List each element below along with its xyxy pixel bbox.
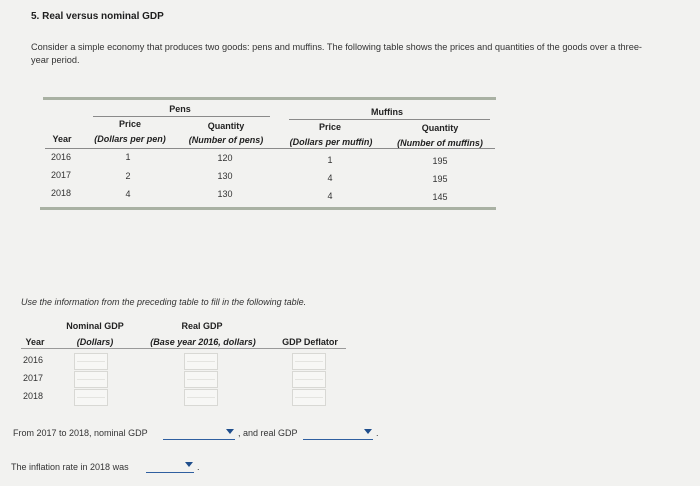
row-muffin-qty: 145 — [432, 192, 448, 202]
muffins-group-underline — [289, 119, 490, 120]
year-column-header: Year — [25, 337, 45, 347]
gdp-deflator-2017-input[interactable] — [292, 371, 326, 388]
real-gdp-header: Real GDP — [181, 321, 223, 331]
gdp-deflator-2018-input[interactable] — [292, 389, 326, 406]
nominal-gdp-header: Nominal GDP — [66, 321, 124, 331]
real-gdp-change-dropdown[interactable] — [303, 426, 373, 440]
nominal-gdp-2018-input[interactable] — [74, 389, 108, 406]
row-muffin-price: 1 — [327, 155, 333, 165]
real-gdp-2017-input[interactable] — [184, 371, 218, 388]
real-gdp-2016-input[interactable] — [184, 353, 218, 370]
muffin-price-unit: (Dollars per muffin) — [289, 137, 373, 147]
nominal-gdp-unit: (Dollars) — [76, 337, 114, 347]
inflation-rate-dropdown[interactable] — [146, 459, 194, 473]
year-column-header: Year — [52, 134, 72, 144]
question-intro-line2: year period. — [31, 55, 80, 65]
row-pen-price: 1 — [125, 152, 131, 162]
row-year-2018: 2018 — [23, 391, 44, 401]
muffin-price-header: Price — [318, 122, 342, 132]
group-header-muffins: Muffins — [371, 107, 403, 117]
pens-group-underline — [93, 116, 270, 117]
real-gdp-unit: (Base year 2016, dollars) — [150, 337, 256, 347]
row-year-2017: 2017 — [23, 373, 44, 383]
row-muffin-qty: 195 — [432, 174, 448, 184]
fill-table-instruction: Use the information from the preceding table to fill in the following table. — [21, 297, 307, 307]
row-pen-price: 4 — [125, 189, 131, 199]
chevron-down-icon — [185, 462, 193, 467]
nominal-gdp-sentence-prefix: From 2017 to 2018, nominal GDP — [13, 428, 148, 438]
nominal-gdp-2016-input[interactable] — [74, 353, 108, 370]
chevron-down-icon — [226, 429, 234, 434]
row-year-2016: 2016 — [23, 355, 44, 365]
table1-header-rule — [45, 148, 495, 149]
row-year: 2016 — [50, 152, 72, 162]
muffin-quantity-unit: (Number of muffins) — [397, 138, 483, 148]
table2-header-rule — [21, 348, 346, 349]
row-year: 2018 — [50, 188, 72, 198]
row-pen-qty: 130 — [217, 171, 233, 181]
nominal-gdp-change-dropdown[interactable] — [163, 426, 235, 440]
question-intro-line1: Consider a simple economy that produces two goods: pens and muffins. The following table shows the prices and quantities of the goods over a three- — [31, 42, 642, 52]
pen-quantity-header: Quantity — [207, 121, 245, 131]
nominal-gdp-2017-input[interactable] — [74, 371, 108, 388]
table1-bottom-rule — [40, 207, 496, 210]
row-muffin-price: 4 — [327, 173, 333, 183]
sentence-period: . — [376, 428, 379, 438]
real-gdp-sentence-middle: , and real GDP — [238, 428, 298, 438]
real-gdp-2018-input[interactable] — [184, 389, 218, 406]
row-muffin-price: 4 — [327, 191, 333, 201]
chevron-down-icon — [364, 429, 372, 434]
row-pen-qty: 130 — [217, 189, 233, 199]
pen-quantity-unit: (Number of pens) — [188, 135, 264, 145]
gdp-deflator-header: GDP Deflator — [282, 337, 338, 347]
row-pen-qty: 120 — [217, 153, 233, 163]
row-pen-price: 2 — [125, 171, 131, 181]
table1-top-rule — [43, 97, 496, 100]
pen-price-header: Price — [118, 119, 142, 129]
sentence-period-2: . — [197, 462, 200, 472]
question-title: 5. Real versus nominal GDP — [31, 11, 164, 22]
gdp-deflator-2016-input[interactable] — [292, 353, 326, 370]
row-year: 2017 — [50, 170, 72, 180]
group-header-pens: Pens — [169, 104, 191, 114]
row-muffin-qty: 195 — [432, 156, 448, 166]
pen-price-unit: (Dollars per pen) — [94, 134, 166, 144]
inflation-rate-sentence: The inflation rate in 2018 was — [11, 462, 129, 472]
muffin-quantity-header: Quantity — [421, 123, 459, 133]
